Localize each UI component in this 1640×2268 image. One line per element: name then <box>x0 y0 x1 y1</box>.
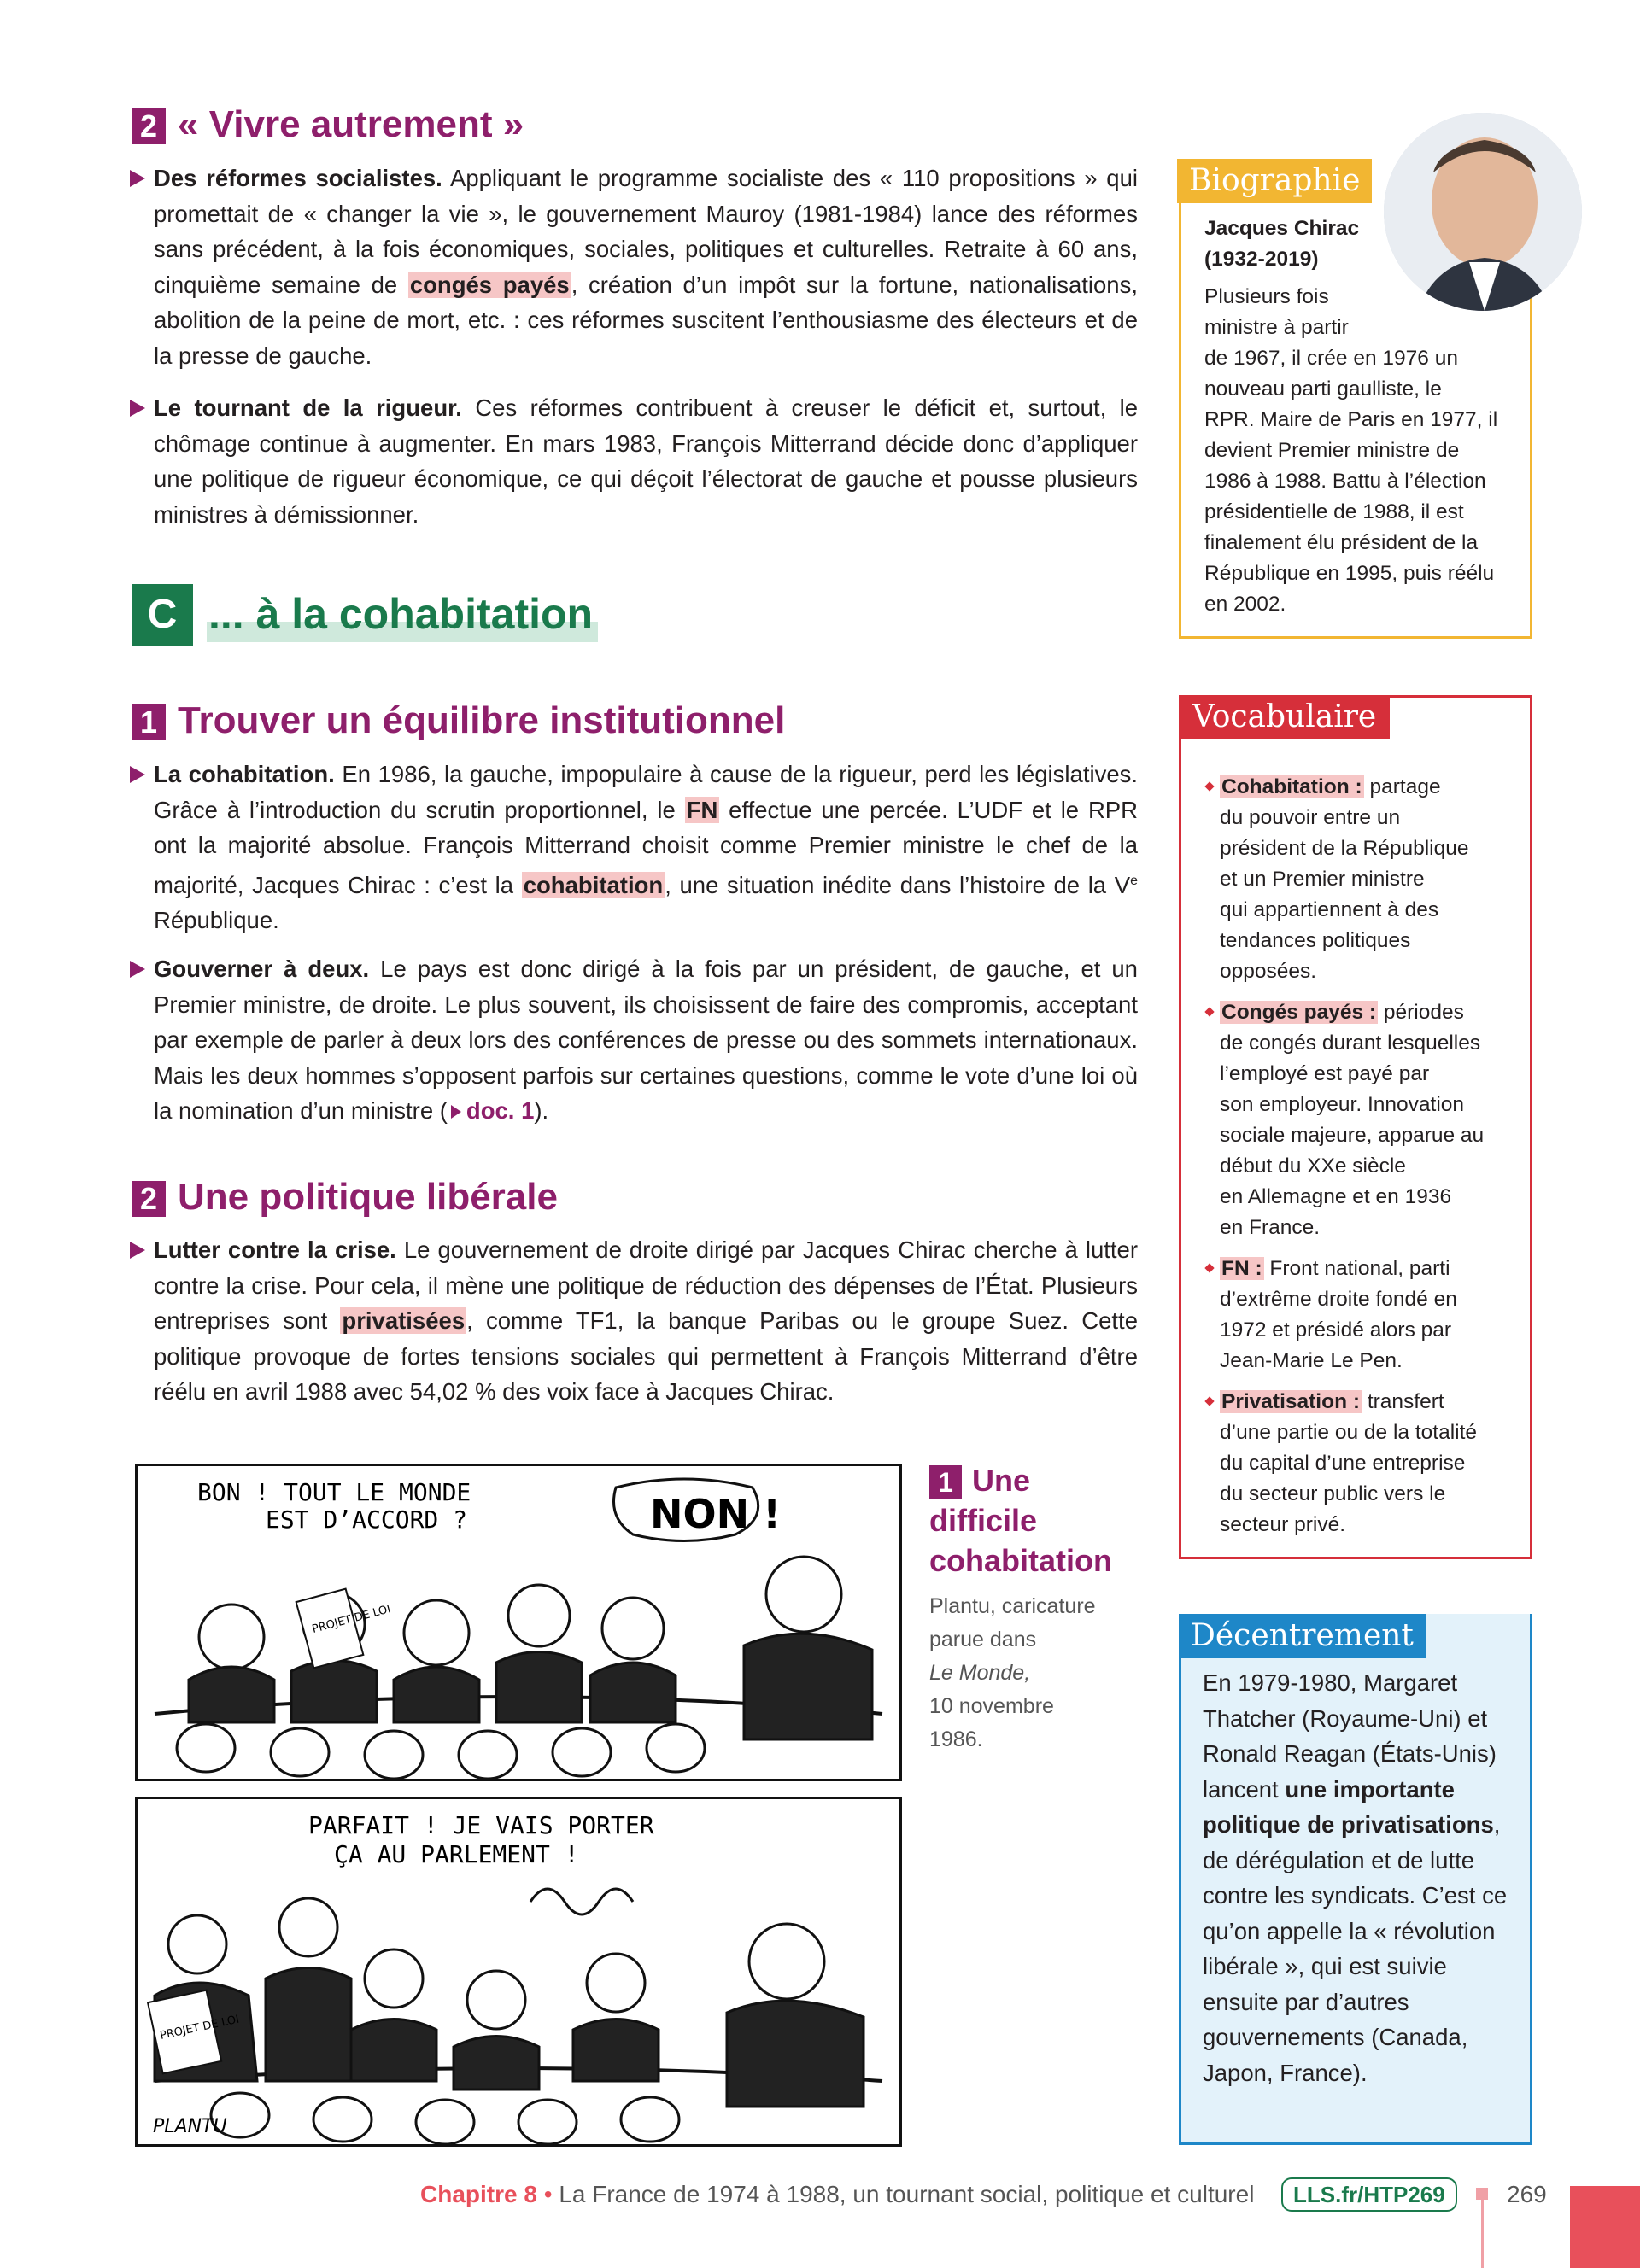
biography-line: nouveau parti gaulliste, le <box>1204 377 1442 400</box>
doc-reference-link[interactable]: doc. 1 <box>448 1097 534 1124</box>
biography-dates: (1932-2019) <box>1204 248 1319 271</box>
section-heading-politique-liberale <box>132 1175 558 1219</box>
bullet-icon <box>130 170 145 187</box>
document-title: 1 Une difficile cohabitation <box>929 1463 1112 1578</box>
paragraph-tournant-rigueur: Le tournant de la rigueur. Ces réformes contribuent à creuser le déficit et, surtout, le chômage continue à augmenter. En mars 1983, François Mitterrand décide donc d’appliquer une politique de rigueur économique, ce qui déçoit l’électorat de gauche et pousse plusieurs ministres à démissionner. <box>130 390 1138 532</box>
bullet-icon <box>130 961 145 978</box>
section-heading-vivre-autrement <box>132 102 524 147</box>
section-c-title: ... à la cohabitation <box>208 590 594 638</box>
vocab-highlight-privatisees[interactable]: privatisées <box>342 1307 466 1334</box>
vocabulary-definition-line: Front national, parti <box>1263 1257 1450 1280</box>
diamond-bullet-icon <box>1204 1007 1214 1016</box>
biography-text <box>1204 282 1520 620</box>
vocabulary-definition-line: opposées. <box>1220 960 1317 983</box>
paragraph-lead: Le tournant de la rigueur. <box>154 395 462 421</box>
section-title: Trouver un équilibre institutionnel <box>178 699 786 741</box>
vocab-highlight-conges-payes[interactable]: congés payés <box>409 271 570 298</box>
vocabulary-definition-line: de congés durant lesquelles <box>1220 1032 1481 1055</box>
vocabulary-definition-line: du pouvoir entre un <box>1220 806 1401 829</box>
vocabulary-definition-line: du capital d’une entreprise <box>1220 1452 1466 1475</box>
vocabulary-list <box>1199 772 1524 1551</box>
diamond-bullet-icon <box>1204 1263 1214 1272</box>
vocab-highlight-fn[interactable]: FN <box>686 796 718 823</box>
vocab-highlight-cohabitation[interactable]: cohabitation <box>523 871 664 898</box>
section-heading-equilibre <box>132 699 785 743</box>
vocabulary-term: Cohabitation : <box>1221 775 1362 798</box>
vocabulary-item <box>1199 772 1524 987</box>
biography-line: finalement élu président de la <box>1204 531 1479 554</box>
vocabulary-definition-line: Jean-Marie Le Pen. <box>1220 1349 1403 1372</box>
biography-line: RPR. Maire de Paris en 1977, il <box>1204 408 1498 431</box>
diamond-bullet-icon <box>1204 781 1214 791</box>
vocabulary-label: Vocabulaire <box>1179 695 1390 739</box>
paragraph-lutter-contre-crise: Lutter contre la crise. Le gouvernement de droite dirigé par Jacques Chirac cherche à lutter contre la crise. Pour cela, il mène une politique de réduction des dépenses de l’État. Plusieurs entreprises sont privatisées, comme TF1, la banque Paribas ou le groupe Suez. Cette politique provoque de fortes tensions sociales qui permettent à François Mitterrand d’être réélu en avril 1988 avec 54,02 % des voix face à Jacques Chirac. <box>130 1232 1138 1410</box>
biography-line: 1986 à 1988. Battu à l’élection <box>1204 470 1486 493</box>
vocabulary-definition-line: président de la République <box>1220 837 1469 860</box>
footer-chapter: Chapitre 8 <box>420 2181 537 2207</box>
section-title: « Vivre autrement » <box>178 103 524 145</box>
cartoon-panel-2 <box>135 1797 902 2147</box>
vocabulary-definition-line: en France. <box>1220 1216 1321 1239</box>
vocabulary-definition-line: l’employé est payé par <box>1220 1062 1430 1085</box>
vocabulary-definition-line: et un Premier ministre <box>1220 868 1425 891</box>
footer-link[interactable]: LLS.fr/HTP269 <box>1281 2177 1457 2212</box>
vocabulary-term: FN : <box>1221 1257 1262 1280</box>
document-caption: Plantu, caricature parue dans Le Monde, 10 novembre 1986. <box>929 1594 1096 1751</box>
cartoon-paper-text: PROJET DE LOI <box>310 1603 392 1637</box>
section-letter-c: C <box>132 584 193 646</box>
vocabulary-definition-line: sociale majeure, apparue au <box>1220 1124 1485 1147</box>
vocabulary-definition-line: périodes <box>1378 1001 1464 1024</box>
cartoon-panel-1 <box>135 1464 902 1781</box>
paragraph-lead: Gouverner à deux. <box>154 956 370 982</box>
vocabulary-term: Privatisation : <box>1221 1390 1361 1413</box>
page-corner-tab <box>1570 2186 1640 2268</box>
section-number: 2 <box>132 1181 166 1217</box>
footer-chapter-line: Chapitre 8 • La France de 1974 à 1988, un tournant social, politique et culturel <box>420 2181 1255 2207</box>
cartoon-speech-1: BON ! TOUT LE MONDE <box>197 1478 472 1506</box>
decentrement-label: Décentrement <box>1179 1614 1426 1658</box>
cartoon-paper-text-2: PROJET DE LOI <box>158 2013 241 2043</box>
cartoon-speech-2: PARFAIT ! JE VAIS PORTER <box>308 1811 654 1839</box>
vocabulary-definition-line: qui appartiennent à des <box>1220 898 1439 921</box>
cartoon-drawing-1 <box>138 1466 899 1779</box>
paragraph-gouverner-a-deux: Gouverner à deux. Le pays est donc dirigé à la fois par un président, de gauche, et un Premier ministre, de droite. Le plus souvent, ils choisissent de faire des compromis, acceptant par exemple de parler à deux lors des conférences de presse ou des sommets internationaux. Mais les deux hommes s’opposent parfois sur certaines questions, comme le vote d’une loi où la nomination d’un ministre ( doc. 1). <box>130 951 1138 1129</box>
biography-name-block <box>1204 213 1375 275</box>
vocabulary-item <box>1199 1254 1524 1377</box>
biography-line: Plusieurs fois <box>1204 285 1329 308</box>
footer-marker <box>1476 2188 1488 2200</box>
vocabulary-definition-line: son employeur. Innovation <box>1220 1093 1465 1116</box>
vocabulary-definition-line: début du XXe siècle <box>1220 1154 1406 1178</box>
vocabulary-definition-line: tendances politiques <box>1220 929 1411 952</box>
biography-name: Jacques Chirac <box>1204 217 1360 240</box>
biography-line: devient Premier ministre de <box>1204 439 1460 462</box>
vocabulary-term: Congés payés : <box>1221 1001 1377 1024</box>
footer-title: La France de 1974 à 1988, un tournant social, politique et culturel <box>559 2181 1255 2207</box>
vocabulary-definition-line: en Allemagne et en 1936 <box>1220 1185 1452 1208</box>
biography-line: présidentielle de 1988, il est <box>1204 500 1464 523</box>
biography-line: ministre à partir <box>1204 316 1349 339</box>
vocabulary-definition-line: secteur privé. <box>1220 1513 1346 1536</box>
page-number: 269 <box>1507 2181 1547 2207</box>
biography-line: de 1967, il crée en 1976 un <box>1204 347 1458 370</box>
paragraph-lead: Lutter contre la crise. <box>154 1236 396 1263</box>
biography-label: Biographie <box>1177 159 1372 203</box>
paragraph-lead: Des réformes socialistes. <box>154 165 442 191</box>
diamond-bullet-icon <box>1204 1396 1214 1406</box>
vocabulary-item <box>1199 1387 1524 1540</box>
decentrement-text: En 1979-1980, Margaret Thatcher (Royaume-Uni) et Ronald Reagan (États-Unis) lancent une importante politique de privatisations, de dérégulation et de lutte contre les syndicats. C’est ce qu’on appelle la « révolution libérale », qui est suivie ensuite par d’autres gouvernements (Canada, Japon, France). <box>1203 1669 1508 2086</box>
vocabulary-item <box>1199 997 1524 1243</box>
biography-line: en 2002. <box>1204 593 1286 616</box>
vocabulary-definition-line: 1972 et présidé alors par <box>1220 1318 1452 1342</box>
vocabulary-definition-line: partage <box>1363 775 1441 798</box>
vocabulary-definition-line: transfert <box>1362 1390 1444 1413</box>
vocabulary-definition-line: d’une partie ou de la totalité <box>1220 1421 1478 1444</box>
cartoon-drawing-2 <box>138 1799 899 2144</box>
cartoon-speech-non: NON ! <box>650 1491 782 1537</box>
cartoon-signature: PLANTU <box>153 2116 227 2137</box>
paragraph-lead: La cohabitation. <box>154 761 335 787</box>
bullet-icon <box>130 400 145 417</box>
bullet-icon <box>130 766 145 783</box>
biography-line: République en 1995, puis réélu <box>1204 562 1495 585</box>
section-title: Une politique libérale <box>178 1176 558 1218</box>
paragraph-cohabitation: La cohabitation. En 1986, la gauche, impopulaire à cause de la rigueur, perd les législatives. Grâce à l’introduction du scrutin proportionnel, le FN effectue une percée. L’UDF et le RPR ont la majorité absolue. François Mitterrand choisit comme Premier ministre le chef de la majorité, Jacques Chirac : c’est la cohabitation, une situation inédite dans l’histoire de la Ve République. <box>130 757 1138 938</box>
vocabulary-definition-line: d’extrême droite fondé en <box>1220 1288 1457 1311</box>
arrow-right-icon <box>451 1105 461 1119</box>
paragraph-reformes-socialistes: Des réformes socialistes. Appliquant le programme socialiste des « 110 propositions » qui promettait de « changer la vie », le gouvernement Mauroy (1981-1984) lance des réformes sans précédent, à la fois économiques, sociales, politiques et culturelles. Retraite à 60 ans, cinquième semaine de congés payés, création d’un impôt sur la fortune, nationalisations, abolition de la peine de mort, etc. : ces réformes suscitent l’enthousiasme des électeurs et de la presse de gauche. <box>130 161 1138 373</box>
cartoon-speech-2b: ÇA AU PARLEMENT ! <box>334 1840 579 1868</box>
section-number: 2 <box>132 108 166 144</box>
document-number: 1 <box>929 1465 962 1499</box>
vocabulary-definition-line: du secteur public vers le <box>1220 1482 1446 1505</box>
bullet-icon <box>130 1242 145 1259</box>
section-number: 1 <box>132 704 166 740</box>
cartoon-speech-1b: EST D’ACCORD ? <box>266 1505 468 1534</box>
footer-marker-line <box>1481 2200 1484 2268</box>
